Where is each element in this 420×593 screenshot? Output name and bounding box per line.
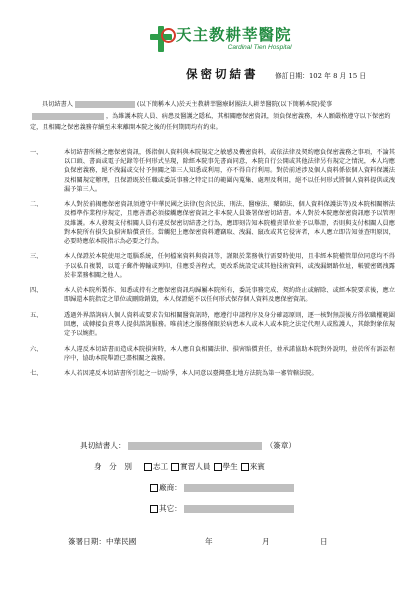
signer-suffix: （簽章） xyxy=(265,441,296,450)
clause-text: 本人保證於本院使用之電腦系統，任何檔案資料與資訊等，謹限於業務執行需要時使用，且非經本院權管單位同意均不得予以私自複製，以電子郵件傳輸或列印，佳應妥善程式，更改系統設定或其他技術資料，或洩漏網路位址，帳號密碼洩露於非業務相關之他人。 xyxy=(64,253,395,279)
clause-item xyxy=(30,369,395,378)
revision-date: 修訂日期：102 年 8 月 15 日 xyxy=(275,72,367,80)
volunteer-checkbox[interactable] xyxy=(144,463,152,471)
other-blank[interactable] xyxy=(184,505,294,513)
guest-checkbox[interactable] xyxy=(241,463,249,471)
intro-part1: 具切結書人 xyxy=(42,101,73,108)
other-row xyxy=(147,503,294,514)
logo-name-cn: 天主教耕莘醫院 xyxy=(176,25,292,44)
cross-logo-icon xyxy=(150,26,172,52)
clause-number: 七、 xyxy=(30,370,43,378)
clause-number: 四、 xyxy=(30,287,43,295)
clause-item xyxy=(30,252,395,280)
document-title: 保密切結書 xyxy=(186,67,259,81)
job-blank[interactable] xyxy=(32,113,104,120)
intro-part2: (以下簡稱本人)於天主教耕莘醫療財團法人耕莘醫院(以下簡稱本院)從事 xyxy=(136,101,333,108)
clause-number: 五、 xyxy=(30,311,43,319)
vendor-blank[interactable] xyxy=(184,484,294,492)
clause-text: 本人於本院所製作、知悉或持有之應保密資訊均歸屬本院所有，委託事務完成、契約終止或解除、或經本院要求後，應立即歸還本院指定之單位或刪除銷毀，本人保證絕不以任何形式保存個人資料及應保密資訊。 xyxy=(64,287,395,304)
intro-paragraph xyxy=(30,99,395,134)
month-label: 月 xyxy=(262,537,270,546)
clause-text: 透過外界諮詢病人個人資料或要求告知相關醫資訊時，應遵行申請程序及身分確認原則，逐一核對無誤後方得依職權範圍回應，或轉接負責專人提供諮詢服務。唯前述之服務僅限於病患本人或本人或本院之法定代理人或監護人，其餘對象依規定予以婉拒。 xyxy=(64,311,395,338)
option-student: 學生 xyxy=(222,462,238,471)
clause-number: 一、 xyxy=(30,149,43,156)
option-volunteer: 志工 xyxy=(152,462,169,471)
clause-item xyxy=(30,148,395,194)
identity-row xyxy=(94,461,265,472)
intro-part3: ，為維護本院人員、病患及醫護之隱私，其相關應保密資訊，須負保密義務，本人願嚴格遵守以下保密約定，且相關之保密義務存續至未來離開本院之後的任何期間均有約束。 xyxy=(30,112,391,131)
sign-date-label: 簽署日期：中華民國 xyxy=(68,537,137,546)
clause-number: 六、 xyxy=(30,345,43,353)
signer-label: 具切結書人： xyxy=(80,441,126,450)
clause-item xyxy=(30,311,395,339)
identity-label: 身 分 別 xyxy=(94,462,132,471)
clause-text: 本切結書所稱之應保密資訊，係指個人資料與本院規定之敏感及機密資料，或依法律及契約應負保密義務之事項，不論其以口頭、書面或電子紀錄等任何形式呈現，除經本院事先書面同意，本院自行公開或其他法律另有規定之情況，本人均應負保密義務，絕不洩漏或交付予無關之第三人知悉或利用，亦不得自行利用。對於前述涉及個人資料係依個人資料保護法及相關規定辦理，且保證既於任職或委託事務之特定目的範圍內蒐集、處理及利用，絕不以任何形式將個人資料提供或洩漏予第三人。 xyxy=(64,149,395,193)
student-checkbox[interactable] xyxy=(214,463,222,471)
clause-number: 三、 xyxy=(30,253,43,261)
clause-item xyxy=(30,286,395,304)
year-label: 年 xyxy=(205,537,213,546)
signer-row xyxy=(80,440,296,451)
vendor-row xyxy=(147,482,294,493)
clause-item xyxy=(30,200,395,246)
other-checkbox[interactable] xyxy=(150,505,158,513)
clause-item xyxy=(30,345,395,363)
vendor-checkbox[interactable] xyxy=(150,484,158,492)
vendor-label: 廠商： xyxy=(159,483,182,492)
clause-text: 本人若因違反本切結書所引起之一切紛爭，本人同意以臺灣臺北地方法院為第一審管轄法院。 xyxy=(64,370,318,378)
intern-checkbox[interactable] xyxy=(171,463,179,471)
day-label: 日 xyxy=(320,537,328,546)
option-intern: 實習人員 xyxy=(180,462,211,471)
other-label: 其它： xyxy=(159,504,182,513)
signer-blank[interactable] xyxy=(128,442,262,450)
logo-name-en: Cardinal Tien Hospital xyxy=(227,43,292,51)
clause-text: 本人對於前揭應保密資訊須遵守中華民國之法律(包含民法、刑法、醫療法、藥師法、個人資料保護法等)及本院相關辦法及標準作業程序規定，且應善盡必須接觸應保密資訊之非本院人員簽署保密切結書。本人對於本院應保密資訊應予以管理及維護。本人發現支付相關人員有違反保密切結書之行為，應即刻告知本院權責單位並予以舉證，否則與支付相關人員應對本院所有損失負損害賠償責任。當觸犯上應保密資料遭竊取、洩漏、竄改或其它侵害者，本人應立即告知並查明原因，必要時應依本院指示為必要之行為。 xyxy=(64,201,395,246)
clause-text: 本人違反本切結書而造成本院損害時，本人應自負相關法律、損害賠償責任，並承諾協助本院對外說明，並於所有訴訟程序中，協助本院舉證已盡相關之義務。 xyxy=(64,345,395,362)
clause-list xyxy=(30,148,395,385)
name-blank[interactable] xyxy=(75,101,135,108)
clause-number: 二、 xyxy=(30,201,43,209)
hospital-logo xyxy=(150,19,292,59)
option-guest: 來賓 xyxy=(249,462,265,471)
